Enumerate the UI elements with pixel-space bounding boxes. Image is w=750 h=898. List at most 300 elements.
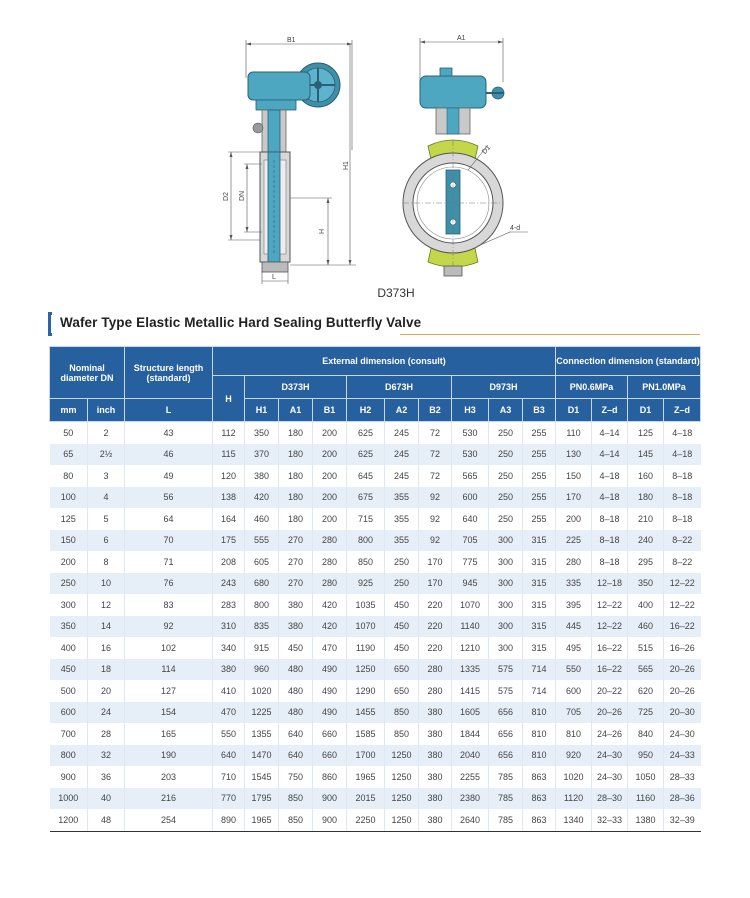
header-d673h: D673H — [347, 376, 452, 399]
table-cell: 50 — [50, 422, 88, 444]
table-cell: 180 — [279, 444, 313, 466]
table-cell: 20 — [88, 680, 125, 702]
table-cell: 170 — [556, 487, 592, 509]
table-cell: 625 — [347, 444, 385, 466]
table-cell: 1020 — [245, 680, 279, 702]
d2-label: D2 — [223, 192, 230, 201]
table-cell: 12 — [88, 594, 125, 616]
table-cell: 114 — [125, 659, 213, 681]
header-h1: H1 — [245, 399, 279, 422]
table-cell: 705 — [452, 530, 489, 552]
table-cell: 283 — [213, 594, 245, 616]
table-cell: 28 — [88, 723, 125, 745]
table-cell: 380 — [213, 659, 245, 681]
table-cell: 2 — [88, 422, 125, 444]
table-cell: 250 — [489, 465, 523, 487]
table-cell: 380 — [419, 702, 452, 724]
table-cell: 280 — [313, 551, 347, 573]
table-cell: 420 — [313, 594, 347, 616]
table-cell: 1585 — [347, 723, 385, 745]
table-cell: 130 — [556, 444, 592, 466]
table-cell: 335 — [556, 573, 592, 595]
table-cell: 245 — [385, 422, 419, 444]
table-row — [50, 422, 701, 444]
header-d973h: D973H — [452, 376, 556, 399]
table-cell: 5 — [88, 508, 125, 530]
table-cell: 28–33 — [664, 766, 701, 788]
table-cell: 200 — [50, 551, 88, 573]
table-cell: 18 — [88, 659, 125, 681]
table-cell: 28–36 — [664, 788, 701, 810]
table-cell: 92 — [419, 487, 452, 509]
table-cell: 460 — [245, 508, 279, 530]
table-cell: 785 — [489, 788, 523, 810]
table-cell: 14 — [88, 616, 125, 638]
table-cell: 56 — [125, 487, 213, 509]
table-cell: 395 — [556, 594, 592, 616]
table-cell: 300 — [489, 573, 523, 595]
table-cell: 1070 — [452, 594, 489, 616]
table-cell: 480 — [279, 702, 313, 724]
table-cell: 315 — [523, 637, 556, 659]
table-cell: 710 — [213, 766, 245, 788]
table-cell: 8–18 — [592, 530, 628, 552]
table-cell: 160 — [628, 465, 664, 487]
table-cell: 150 — [50, 530, 88, 552]
table-cell: 1140 — [452, 616, 489, 638]
table-cell: 640 — [452, 508, 489, 530]
header-l: L — [125, 399, 213, 422]
section-bracket-icon — [48, 312, 52, 336]
table-cell: 500 — [50, 680, 88, 702]
table-cell: 83 — [125, 594, 213, 616]
table-cell: 1380 — [628, 809, 664, 831]
table-cell: 1250 — [385, 809, 419, 831]
table-cell: 575 — [489, 659, 523, 681]
table-cell: 250 — [385, 573, 419, 595]
table-cell: 2040 — [452, 745, 489, 767]
table-cell: 1200 — [50, 809, 88, 831]
table-cell: 112 — [213, 422, 245, 444]
table-cell: 175 — [213, 530, 245, 552]
table-cell: 945 — [452, 573, 489, 595]
table-cell: 300 — [50, 594, 88, 616]
section-title: Wafer Type Elastic Metallic Hard Sealing Butterfly Valve — [60, 315, 422, 330]
table-cell: 1250 — [385, 788, 419, 810]
table-cell: 32–33 — [592, 809, 628, 831]
table-cell: 645 — [347, 465, 385, 487]
table-cell: 490 — [313, 659, 347, 681]
table-cell: 100 — [50, 487, 88, 509]
h1-label: H1 — [343, 161, 350, 170]
table-row — [50, 745, 701, 767]
table-cell: 1290 — [347, 680, 385, 702]
table-cell: 700 — [50, 723, 88, 745]
table-cell: 860 — [313, 766, 347, 788]
table-cell: 203 — [125, 766, 213, 788]
header-b3: B3 — [523, 399, 556, 422]
table-cell: 295 — [628, 551, 664, 573]
table-cell: 315 — [523, 594, 556, 616]
b1-label: B1 — [287, 37, 296, 44]
header-b1: B1 — [313, 399, 347, 422]
header-nominal-diameter: Nominal diameter DN — [50, 347, 125, 399]
table-cell: 300 — [489, 594, 523, 616]
table-cell: 200 — [313, 422, 347, 444]
table-cell: 255 — [523, 465, 556, 487]
table-cell: 48 — [88, 809, 125, 831]
table-cell: 565 — [628, 659, 664, 681]
table-cell: 49 — [125, 465, 213, 487]
table-cell: 445 — [556, 616, 592, 638]
table-cell: 640 — [279, 745, 313, 767]
table-cell: 350 — [50, 616, 88, 638]
table-cell: 350 — [628, 573, 664, 595]
table-cell: 280 — [419, 680, 452, 702]
table-cell: 208 — [213, 551, 245, 573]
l-label: L — [272, 274, 276, 281]
table-cell: 380 — [245, 465, 279, 487]
table-cell: 380 — [419, 766, 452, 788]
section-rule — [400, 334, 700, 335]
table-cell: 350 — [245, 422, 279, 444]
table-row — [50, 702, 701, 724]
table-cell: 200 — [313, 508, 347, 530]
table-cell: 785 — [489, 766, 523, 788]
header-h2: H2 — [347, 399, 385, 422]
header-inch: inch — [88, 399, 125, 422]
table-cell: 36 — [88, 766, 125, 788]
table-cell: 530 — [452, 422, 489, 444]
table-cell: 1335 — [452, 659, 489, 681]
table-cell: 850 — [385, 702, 419, 724]
table-cell: 164 — [213, 508, 245, 530]
table-cell: 180 — [628, 487, 664, 509]
table-row — [50, 616, 701, 638]
table-cell: 1455 — [347, 702, 385, 724]
table-cell: 555 — [245, 530, 279, 552]
table-cell: 243 — [213, 573, 245, 595]
table-cell: 470 — [313, 637, 347, 659]
table-cell: 705 — [556, 702, 592, 724]
table-cell: 1250 — [385, 766, 419, 788]
table-cell: 24 — [88, 702, 125, 724]
table-cell: 656 — [489, 745, 523, 767]
table-cell: 255 — [523, 444, 556, 466]
table-cell: 380 — [279, 594, 313, 616]
table-cell: 16–26 — [664, 637, 701, 659]
header-connection-dimension: Connection dimension (standard) — [556, 347, 701, 376]
table-cell: 1355 — [245, 723, 279, 745]
table-cell: 8–18 — [664, 508, 701, 530]
table-cell: 12–22 — [664, 594, 701, 616]
table-row — [50, 465, 701, 487]
table-cell: 380 — [419, 723, 452, 745]
table-cell: 40 — [88, 788, 125, 810]
header-pn06: PN0.6MPa — [556, 376, 628, 399]
table-cell: 565 — [452, 465, 489, 487]
table-cell: 1250 — [385, 745, 419, 767]
table-cell: 800 — [245, 594, 279, 616]
table-cell: 770 — [213, 788, 245, 810]
table-cell: 255 — [523, 422, 556, 444]
valve-drawing — [0, 0, 750, 300]
table-cell: 71 — [125, 551, 213, 573]
table-cell: 4 — [88, 487, 125, 509]
table-cell: 530 — [452, 444, 489, 466]
table-cell: 1250 — [347, 659, 385, 681]
table-cell: 785 — [489, 809, 523, 831]
table-cell: 3 — [88, 465, 125, 487]
table-cell: 72 — [419, 444, 452, 466]
model-label: D373H — [377, 286, 415, 300]
table-cell: 925 — [347, 573, 385, 595]
table-cell: 410 — [213, 680, 245, 702]
table-cell: 255 — [523, 487, 556, 509]
table-cell: 355 — [385, 530, 419, 552]
table-cell: 255 — [523, 508, 556, 530]
table-cell: 20–22 — [592, 680, 628, 702]
header-zd-pn06: Z–d — [592, 399, 628, 422]
table-cell: 315 — [523, 573, 556, 595]
table-cell: 1415 — [452, 680, 489, 702]
table-cell: 110 — [556, 422, 592, 444]
table-cell: 495 — [556, 637, 592, 659]
table-cell: 840 — [628, 723, 664, 745]
table-cell: 280 — [313, 530, 347, 552]
table-cell: 775 — [452, 551, 489, 573]
table-cell: 650 — [385, 659, 419, 681]
table-cell: 480 — [279, 680, 313, 702]
table-cell: 12–18 — [592, 573, 628, 595]
table-cell: 200 — [556, 508, 592, 530]
table-cell: 680 — [245, 573, 279, 595]
table-cell: 250 — [489, 487, 523, 509]
table-cell: 850 — [279, 788, 313, 810]
table-cell: 2640 — [452, 809, 489, 831]
table-cell: 220 — [419, 637, 452, 659]
table-cell: 315 — [523, 530, 556, 552]
table-cell: 220 — [419, 594, 452, 616]
table-cell: 65 — [50, 444, 88, 466]
table-cell: 1225 — [245, 702, 279, 724]
table-row — [50, 659, 701, 681]
table-cell: 300 — [489, 551, 523, 573]
table-cell: 76 — [125, 573, 213, 595]
table-cell: 225 — [556, 530, 592, 552]
table-cell: 810 — [523, 745, 556, 767]
table-cell: 24–30 — [592, 745, 628, 767]
table-cell: 1070 — [347, 616, 385, 638]
header-h: H — [213, 376, 245, 422]
table-cell: 420 — [245, 487, 279, 509]
table-cell: 145 — [628, 444, 664, 466]
spec-table-body — [50, 422, 701, 832]
table-cell: 650 — [385, 680, 419, 702]
table-cell: 850 — [385, 723, 419, 745]
table-cell: 92 — [419, 530, 452, 552]
table-cell: 960 — [245, 659, 279, 681]
table-cell: 16 — [88, 637, 125, 659]
table-cell: 340 — [213, 637, 245, 659]
table-cell: 620 — [628, 680, 664, 702]
table-cell: 102 — [125, 637, 213, 659]
table-cell: 12–22 — [592, 594, 628, 616]
table-cell: 254 — [125, 809, 213, 831]
table-cell: 605 — [245, 551, 279, 573]
table-cell: 43 — [125, 422, 213, 444]
table-cell: 1340 — [556, 809, 592, 831]
table-cell: 32 — [88, 745, 125, 767]
table-cell: 120 — [213, 465, 245, 487]
table-cell: 750 — [279, 766, 313, 788]
table-cell: 64 — [125, 508, 213, 530]
table-cell: 8–18 — [664, 487, 701, 509]
table-cell: 8–18 — [592, 551, 628, 573]
table-cell: 480 — [279, 659, 313, 681]
table-cell: 310 — [213, 616, 245, 638]
table-cell: 127 — [125, 680, 213, 702]
table-cell: 20–26 — [664, 680, 701, 702]
table-cell: 165 — [125, 723, 213, 745]
table-cell: 300 — [489, 637, 523, 659]
table-cell: 550 — [556, 659, 592, 681]
header-d373h: D373H — [245, 376, 347, 399]
table-cell: 850 — [347, 551, 385, 573]
table-cell: 270 — [279, 573, 313, 595]
table-cell: 92 — [419, 508, 452, 530]
table-cell: 400 — [50, 637, 88, 659]
table-cell: 1795 — [245, 788, 279, 810]
table-cell: 300 — [489, 616, 523, 638]
table-cell: 4–18 — [592, 465, 628, 487]
table-cell: 355 — [385, 508, 419, 530]
table-cell: 16–22 — [592, 659, 628, 681]
table-cell: 625 — [347, 422, 385, 444]
table-cell: 656 — [489, 702, 523, 724]
table-cell: 125 — [628, 422, 664, 444]
table-cell: 250 — [489, 508, 523, 530]
table-cell: 863 — [523, 788, 556, 810]
table-cell: 640 — [213, 745, 245, 767]
table-cell: 1965 — [347, 766, 385, 788]
table-cell: 180 — [279, 508, 313, 530]
section-header — [48, 312, 700, 338]
table-cell: 20–26 — [592, 702, 628, 724]
table-cell: 250 — [50, 573, 88, 595]
table-cell: 400 — [628, 594, 664, 616]
table-row — [50, 573, 701, 595]
table-cell: 810 — [523, 702, 556, 724]
table-cell: 20–30 — [664, 702, 701, 724]
table-row — [50, 594, 701, 616]
table-cell: 46 — [125, 444, 213, 466]
table-cell: 245 — [385, 444, 419, 466]
header-zd-pn10: Z–d — [664, 399, 701, 422]
table-cell: 1965 — [245, 809, 279, 831]
table-cell: 800 — [347, 530, 385, 552]
table-cell: 355 — [385, 487, 419, 509]
table-cell: 8–18 — [664, 465, 701, 487]
table-cell: 675 — [347, 487, 385, 509]
table-cell: 20–26 — [664, 659, 701, 681]
table-cell: 1120 — [556, 788, 592, 810]
table-cell: 72 — [419, 422, 452, 444]
table-cell: 810 — [556, 723, 592, 745]
table-cell: 600 — [452, 487, 489, 509]
table-cell: 890 — [213, 809, 245, 831]
table-cell: 24–33 — [664, 745, 701, 767]
table-row — [50, 637, 701, 659]
table-cell: 115 — [213, 444, 245, 466]
table-cell: 1160 — [628, 788, 664, 810]
table-cell: 920 — [556, 745, 592, 767]
table-cell: 170 — [419, 573, 452, 595]
table-cell: 8–22 — [664, 551, 701, 573]
header-mm: mm — [50, 399, 88, 422]
table-cell: 4–18 — [592, 487, 628, 509]
table-cell: 2255 — [452, 766, 489, 788]
table-row — [50, 444, 701, 466]
table-row — [50, 680, 701, 702]
table-cell: 24–30 — [592, 766, 628, 788]
table-cell: 515 — [628, 637, 664, 659]
table-cell: 450 — [279, 637, 313, 659]
table-cell: 2015 — [347, 788, 385, 810]
table-cell: 200 — [313, 487, 347, 509]
table-cell: 420 — [313, 616, 347, 638]
table-cell: 835 — [245, 616, 279, 638]
header-a2: A2 — [385, 399, 419, 422]
table-cell: 32–39 — [664, 809, 701, 831]
table-cell: 280 — [419, 659, 452, 681]
table-cell: 1844 — [452, 723, 489, 745]
bolt-holes-label: 4-d — [510, 225, 521, 232]
table-cell: 900 — [313, 788, 347, 810]
table-cell: 660 — [313, 723, 347, 745]
table-cell: 370 — [245, 444, 279, 466]
table-cell: 8–18 — [592, 508, 628, 530]
header-structure-length: Structure length (standard) — [125, 347, 213, 399]
table-cell: 490 — [313, 680, 347, 702]
table-cell: 4–18 — [664, 422, 701, 444]
table-cell: 1000 — [50, 788, 88, 810]
table-cell: 460 — [628, 616, 664, 638]
table-cell: 8–22 — [664, 530, 701, 552]
table-cell: 16–22 — [592, 637, 628, 659]
table-cell: 250 — [385, 551, 419, 573]
table-cell: 800 — [50, 745, 88, 767]
header-d1-pn06: D1 — [556, 399, 592, 422]
table-cell: 1020 — [556, 766, 592, 788]
table-row — [50, 508, 701, 530]
table-cell: 490 — [313, 702, 347, 724]
table-cell: 12–22 — [592, 616, 628, 638]
table-cell: 4–14 — [592, 444, 628, 466]
table-row — [50, 809, 701, 831]
header-h3: H3 — [452, 399, 489, 422]
table-cell: 300 — [489, 530, 523, 552]
table-cell: 190 — [125, 745, 213, 767]
table-cell: 315 — [523, 551, 556, 573]
table-cell: 380 — [279, 616, 313, 638]
table-cell: 180 — [279, 422, 313, 444]
table-cell: 4–18 — [664, 444, 701, 466]
spec-table — [49, 346, 701, 832]
header-pn10: PN1.0MPa — [628, 376, 701, 399]
table-cell: 138 — [213, 487, 245, 509]
table-cell: 810 — [523, 723, 556, 745]
